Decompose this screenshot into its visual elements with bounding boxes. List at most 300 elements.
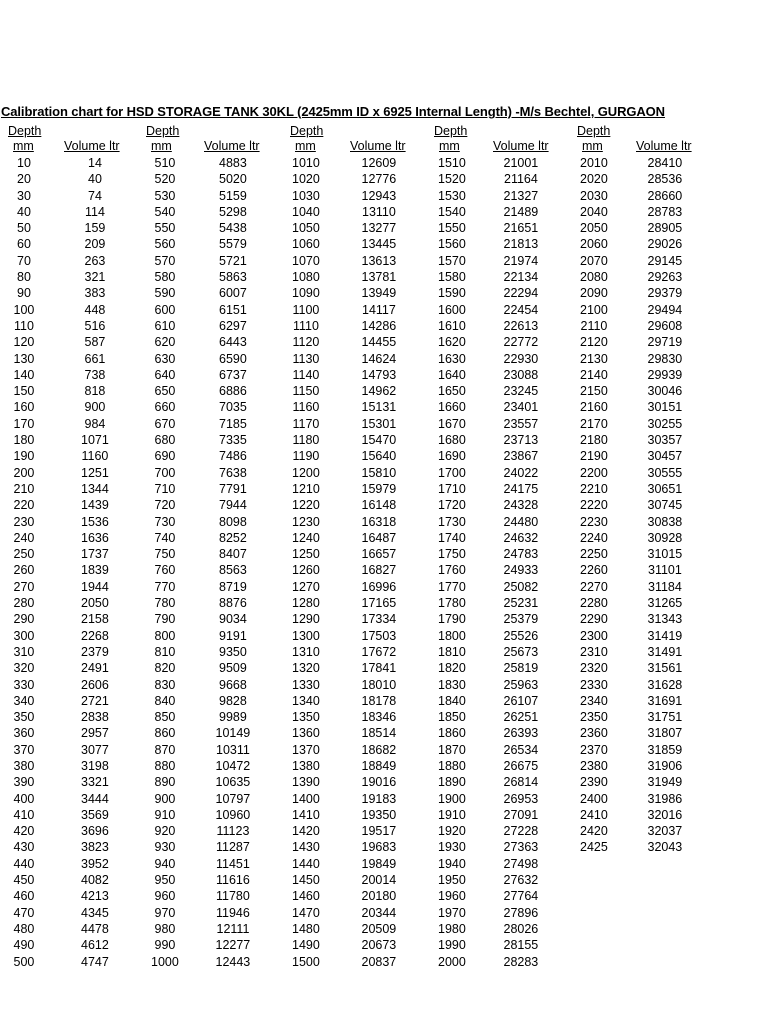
table-row: [0, 220, 140, 236]
depth-cell: 2360: [580, 726, 608, 741]
volume-cell: 11451: [216, 856, 250, 871]
depth-cell: 160: [13, 400, 35, 415]
depth-cell: 1630: [438, 351, 466, 366]
depth-cell: 1410: [292, 807, 320, 822]
depth-cell: 320: [13, 661, 35, 676]
volume-cell: 29608: [647, 318, 683, 333]
depth-cell: 1480: [292, 921, 320, 936]
depth-cell: 1640: [438, 367, 466, 382]
table-row: [140, 660, 280, 676]
depth-cell: 1350: [292, 710, 320, 725]
column-group-3: [282, 123, 422, 970]
depth-cell: 1720: [438, 498, 466, 513]
volume-cell: 10635: [215, 775, 251, 790]
table-row: [282, 725, 422, 741]
table-row: [0, 253, 140, 269]
depth-cell: 2160: [580, 400, 608, 415]
table-row: [570, 155, 710, 171]
volume-cell: 14455: [361, 335, 397, 350]
depth-cell: 1100: [292, 302, 320, 317]
table-row: [282, 269, 422, 285]
volume-cell: 28905: [647, 221, 683, 236]
volume-cell: 28410: [647, 156, 683, 170]
volume-cell: 30457: [647, 449, 683, 464]
volume-cell: 2721: [81, 693, 109, 708]
table-row: [0, 351, 140, 367]
table-row: [140, 644, 280, 660]
volume-cell: 15470: [361, 433, 397, 448]
depth-cell: 2110: [580, 318, 608, 333]
table-row: [425, 693, 565, 709]
table-row: [282, 677, 422, 693]
table-row: [570, 644, 710, 660]
volume-cell: 8719: [219, 579, 247, 594]
volume-cell: 9989: [219, 710, 247, 725]
table-row: [425, 921, 565, 937]
depth-cell: 2420: [580, 824, 608, 839]
column-group-4: [425, 123, 565, 970]
depth-cell: 1360: [292, 726, 320, 741]
depth-cell: 1520: [438, 172, 466, 187]
volume-cell: 114: [85, 204, 105, 219]
volume-cell: 31986: [647, 791, 683, 806]
depth-cell: 1800: [438, 628, 466, 643]
volume-cell: 25082: [503, 579, 539, 594]
volume-cell: 26534: [503, 742, 539, 757]
depth-cell: 1340: [292, 693, 320, 708]
volume-cell: 7335: [219, 433, 247, 448]
table-row: [570, 628, 710, 644]
depth-cell: 1690: [438, 449, 466, 464]
depth-cell: 1770: [438, 579, 466, 594]
depth-cell: 1980: [438, 921, 466, 936]
depth-cell: 1060: [292, 237, 320, 252]
depth-cell: 180: [13, 433, 35, 448]
table-row: [0, 383, 140, 399]
depth-cell: 840: [154, 693, 176, 708]
table-row: [0, 497, 140, 513]
table-row: [282, 497, 422, 513]
table-row: [282, 334, 422, 350]
table-row: [140, 611, 280, 627]
volume-cell: 20180: [361, 889, 397, 904]
depth-cell: 1470: [292, 905, 320, 920]
depth-cell: 2390: [580, 775, 608, 790]
table-row: [0, 530, 140, 546]
depth-cell: 1890: [438, 775, 466, 790]
table-row: [140, 774, 280, 790]
table-row: [282, 383, 422, 399]
volume-cell: 5721: [219, 253, 247, 268]
volume-cell: 29263: [647, 270, 683, 285]
table-row: [0, 318, 140, 334]
depth-cell: 1210: [292, 481, 320, 496]
table-row: [570, 383, 710, 399]
volume-cell: 12277: [215, 938, 251, 953]
volume-cell: 28026: [503, 921, 539, 936]
depth-cell: 2270: [580, 579, 608, 594]
volume-cell: 14286: [361, 318, 397, 333]
volume-cell: 19016: [361, 775, 397, 790]
depth-cell: 120: [13, 335, 35, 350]
depth-cell: 1960: [438, 889, 466, 904]
depth-cell: 740: [154, 530, 176, 545]
depth-cell: 200: [13, 465, 35, 480]
table-row: [425, 856, 565, 872]
table-row: [425, 220, 565, 236]
table-row: [140, 220, 280, 236]
column-header: [140, 123, 280, 155]
table-row: [570, 514, 710, 530]
volume-cell: 14793: [361, 367, 397, 382]
table-row: [0, 937, 140, 953]
depth-cell: 1990: [438, 938, 466, 953]
volume-cell: 17334: [361, 612, 397, 627]
depth-cell: 1740: [438, 530, 466, 545]
depth-cell: 1460: [292, 889, 320, 904]
table-row: [570, 171, 710, 187]
depth-cell: 1270: [292, 579, 320, 594]
volume-cell: 31807: [647, 726, 683, 741]
table-row: [0, 448, 140, 464]
volume-cell: 4082: [81, 873, 109, 888]
volume-cell: 21489: [503, 204, 539, 219]
table-row: [570, 497, 710, 513]
table-row: [425, 562, 565, 578]
table-row: [140, 562, 280, 578]
volume-cell: 10149: [215, 726, 251, 741]
volume-cell: 2838: [81, 710, 109, 725]
volume-cell: 14: [88, 156, 102, 170]
depth-cell: 450: [13, 873, 35, 888]
depth-cell: 2410: [580, 807, 608, 822]
depth-cell: 10: [17, 156, 31, 170]
table-row: [425, 399, 565, 415]
volume-cell: 14624: [361, 351, 397, 366]
volume-cell: 321: [84, 270, 106, 285]
table-row: [425, 677, 565, 693]
volume-cell: 31343: [647, 612, 683, 627]
volume-cell: 1944: [81, 579, 109, 594]
depth-cell: 330: [13, 677, 35, 692]
table-row: [0, 660, 140, 676]
table-row: [282, 351, 422, 367]
table-row: [570, 253, 710, 269]
depth-cell: 2070: [580, 253, 608, 268]
volume-cell: 30255: [647, 416, 683, 431]
table-row: [425, 416, 565, 432]
depth-cell: 1970: [438, 905, 466, 920]
table-row: [425, 758, 565, 774]
depth-cell: 1780: [438, 596, 466, 611]
table-row: [282, 188, 422, 204]
volume-cell: 21327: [503, 188, 539, 203]
depth-cell: 860: [154, 726, 176, 741]
volume-cell: 23867: [503, 449, 539, 464]
depth-cell: 1650: [438, 384, 466, 399]
depth-cell: 1240: [292, 530, 320, 545]
volume-cell: 13949: [361, 286, 397, 301]
volume-cell: 31561: [647, 661, 683, 676]
volume-cell: 26107: [503, 693, 539, 708]
table-row: [282, 791, 422, 807]
volume-cell: 9191: [219, 628, 247, 643]
depth-cell: 400: [13, 791, 35, 806]
table-row: [570, 677, 710, 693]
volume-cell: 6151: [219, 302, 247, 317]
depth-cell: 530: [154, 188, 176, 203]
depth-cell: 480: [13, 921, 35, 936]
depth-cell: 110: [14, 318, 34, 333]
volume-cell: 31491: [647, 644, 683, 659]
volume-cell: 15301: [361, 416, 397, 431]
depth-cell: 2130: [580, 351, 608, 366]
depth-cell: 1870: [438, 742, 466, 757]
table-row: [140, 937, 280, 953]
depth-cell: 1590: [438, 286, 466, 301]
table-row: [570, 448, 710, 464]
volume-cell: 27498: [503, 856, 539, 871]
volume-cell: 383: [84, 286, 106, 301]
depth-cell: 1330: [292, 677, 320, 692]
depth-cell: 1710: [438, 481, 466, 496]
volume-cell: 1160: [81, 449, 109, 464]
depth-cell: 140: [13, 367, 35, 382]
table-row: [425, 334, 565, 350]
volume-cell: 26953: [503, 791, 539, 806]
table-row: [425, 351, 565, 367]
volume-cell: 12609: [361, 156, 397, 170]
depth-cell: 380: [13, 758, 35, 773]
depth-cell: 210: [13, 481, 35, 496]
depth-cell: 2260: [580, 563, 608, 578]
table-row: [425, 888, 565, 904]
volume-cell: 18010: [361, 677, 397, 692]
depth-unit-header: mm: [13, 139, 34, 153]
table-row: [282, 660, 422, 676]
depth-cell: 670: [154, 416, 176, 431]
volume-cell: 18178: [361, 693, 397, 708]
chart-title: Calibration chart for HSD STORAGE TANK 30KL (2425mm ID x 6925 Internal Length) -M/s Bechtel, GURGAON: [1, 104, 665, 119]
depth-cell: 590: [154, 286, 176, 301]
depth-cell: 1560: [438, 237, 466, 252]
table-row: [570, 595, 710, 611]
depth-cell: 2140: [580, 367, 608, 382]
column-header: [282, 123, 422, 155]
depth-cell: 520: [154, 172, 176, 187]
volume-cell: 24783: [503, 547, 539, 562]
column-header: [570, 123, 710, 155]
volume-cell: 31859: [647, 742, 683, 757]
volume-cell: 13110: [362, 204, 396, 219]
depth-cell: 920: [154, 824, 176, 839]
volume-header: Volume ltr: [64, 139, 120, 153]
depth-cell: 150: [13, 384, 35, 399]
volume-cell: 6007: [219, 286, 247, 301]
depth-cell: 1950: [438, 873, 466, 888]
depth-cell: 600: [154, 302, 176, 317]
depth-cell: 270: [13, 579, 35, 594]
table-row: [425, 171, 565, 187]
depth-cell: 1820: [438, 661, 466, 676]
table-row: [425, 579, 565, 595]
table-row: [570, 742, 710, 758]
table-row: [282, 562, 422, 578]
volume-cell: 31628: [647, 677, 683, 692]
volume-cell: 9034: [219, 612, 247, 627]
table-row: [0, 774, 140, 790]
table-row: [425, 155, 565, 171]
table-row: [140, 334, 280, 350]
depth-header: Depth: [290, 124, 324, 138]
depth-cell: 1750: [438, 547, 466, 562]
volume-cell: 4345: [81, 905, 109, 920]
depth-cell: 2030: [580, 188, 608, 203]
volume-cell: 12776: [361, 172, 397, 187]
volume-cell: 29145: [647, 253, 683, 268]
table-row: [425, 611, 565, 627]
depth-cell: 1050: [292, 221, 320, 236]
depth-cell: 1320: [292, 661, 320, 676]
depth-cell: 2120: [580, 335, 608, 350]
volume-cell: 27228: [503, 824, 539, 839]
volume-cell: 1344: [81, 481, 109, 496]
table-row: [282, 236, 422, 252]
table-row: [570, 334, 710, 350]
volume-cell: 8252: [219, 530, 247, 545]
table-row: [282, 432, 422, 448]
depth-cell: 1220: [292, 498, 320, 513]
volume-cell: 30555: [647, 465, 683, 480]
table-row: [0, 546, 140, 562]
depth-cell: 1040: [292, 204, 320, 219]
depth-cell: 1200: [292, 465, 320, 480]
volume-cell: 22613: [503, 318, 539, 333]
table-row: [282, 171, 422, 187]
volume-cell: 6443: [219, 335, 247, 350]
table-row: [282, 399, 422, 415]
table-row: [140, 155, 280, 171]
table-row: [570, 579, 710, 595]
table-row: [140, 579, 280, 595]
volume-cell: 21651: [503, 221, 539, 236]
depth-cell: 830: [154, 677, 176, 692]
volume-cell: 31101: [648, 563, 682, 578]
volume-cell: 27764: [503, 889, 539, 904]
depth-cell: 620: [154, 335, 176, 350]
table-row: [425, 725, 565, 741]
depth-cell: 1510: [438, 156, 466, 170]
volume-cell: 16996: [361, 579, 397, 594]
depth-cell: 2060: [580, 237, 608, 252]
table-row: [282, 514, 422, 530]
volume-cell: 24022: [503, 465, 539, 480]
volume-cell: 13781: [361, 270, 397, 285]
volume-cell: 11780: [216, 889, 250, 904]
depth-cell: 2020: [580, 172, 608, 187]
volume-cell: 31751: [647, 710, 683, 725]
volume-cell: 23245: [503, 384, 539, 399]
depth-cell: 900: [154, 791, 176, 806]
depth-cell: 1010: [292, 156, 320, 170]
table-row: [282, 954, 422, 970]
volume-cell: 6297: [219, 318, 247, 333]
volume-cell: 9828: [219, 693, 247, 708]
depth-cell: 1680: [438, 433, 466, 448]
volume-cell: 263: [84, 253, 106, 268]
depth-cell: 700: [154, 465, 176, 480]
table-row: [140, 872, 280, 888]
volume-cell: 8876: [219, 596, 247, 611]
table-row: [0, 367, 140, 383]
volume-cell: 17503: [361, 628, 397, 643]
volume-cell: 11616: [216, 873, 250, 888]
depth-cell: 1850: [438, 710, 466, 725]
table-row: [0, 155, 140, 171]
volume-cell: 30151: [647, 400, 683, 415]
table-row: [0, 839, 140, 855]
depth-cell: 2090: [580, 286, 608, 301]
depth-unit-header: mm: [151, 139, 172, 153]
volume-cell: 12943: [361, 188, 397, 203]
depth-cell: 1030: [292, 188, 320, 203]
depth-cell: 1250: [292, 547, 320, 562]
depth-cell: 2370: [580, 742, 608, 757]
depth-cell: 810: [154, 644, 176, 659]
table-row: [282, 644, 422, 660]
table-row: [0, 432, 140, 448]
table-row: [282, 628, 422, 644]
volume-cell: 3444: [81, 791, 109, 806]
table-row: [0, 758, 140, 774]
depth-cell: 490: [13, 938, 35, 953]
table-row: [425, 595, 565, 611]
depth-cell: 350: [13, 710, 35, 725]
depth-cell: 690: [154, 449, 176, 464]
volume-cell: 16318: [361, 514, 397, 529]
volume-cell: 12443: [215, 954, 251, 969]
volume-cell: 10472: [215, 758, 251, 773]
depth-cell: 2250: [580, 547, 608, 562]
volume-cell: 23088: [503, 367, 539, 382]
table-row: [282, 465, 422, 481]
depth-cell: 1940: [438, 856, 466, 871]
depth-cell: 1500: [292, 954, 320, 969]
volume-cell: 18346: [361, 710, 397, 725]
volume-cell: 27363: [503, 840, 539, 855]
depth-cell: 190: [13, 449, 35, 464]
depth-unit-header: mm: [582, 139, 603, 153]
volume-cell: 29379: [647, 286, 683, 301]
table-row: [140, 758, 280, 774]
depth-cell: 1580: [438, 270, 466, 285]
volume-cell: 30745: [647, 498, 683, 513]
depth-cell: 1150: [292, 384, 320, 399]
depth-cell: 1300: [292, 628, 320, 643]
table-row: [425, 709, 565, 725]
depth-cell: 2190: [580, 449, 608, 464]
table-row: [0, 334, 140, 350]
volume-cell: 29494: [647, 302, 683, 317]
depth-cell: 2340: [580, 693, 608, 708]
depth-cell: 100: [13, 302, 35, 317]
depth-cell: 300: [13, 628, 35, 643]
volume-cell: 1839: [81, 563, 109, 578]
volume-cell: 3823: [81, 840, 109, 855]
table-row: [0, 823, 140, 839]
volume-cell: 1636: [81, 530, 109, 545]
table-row: [570, 562, 710, 578]
